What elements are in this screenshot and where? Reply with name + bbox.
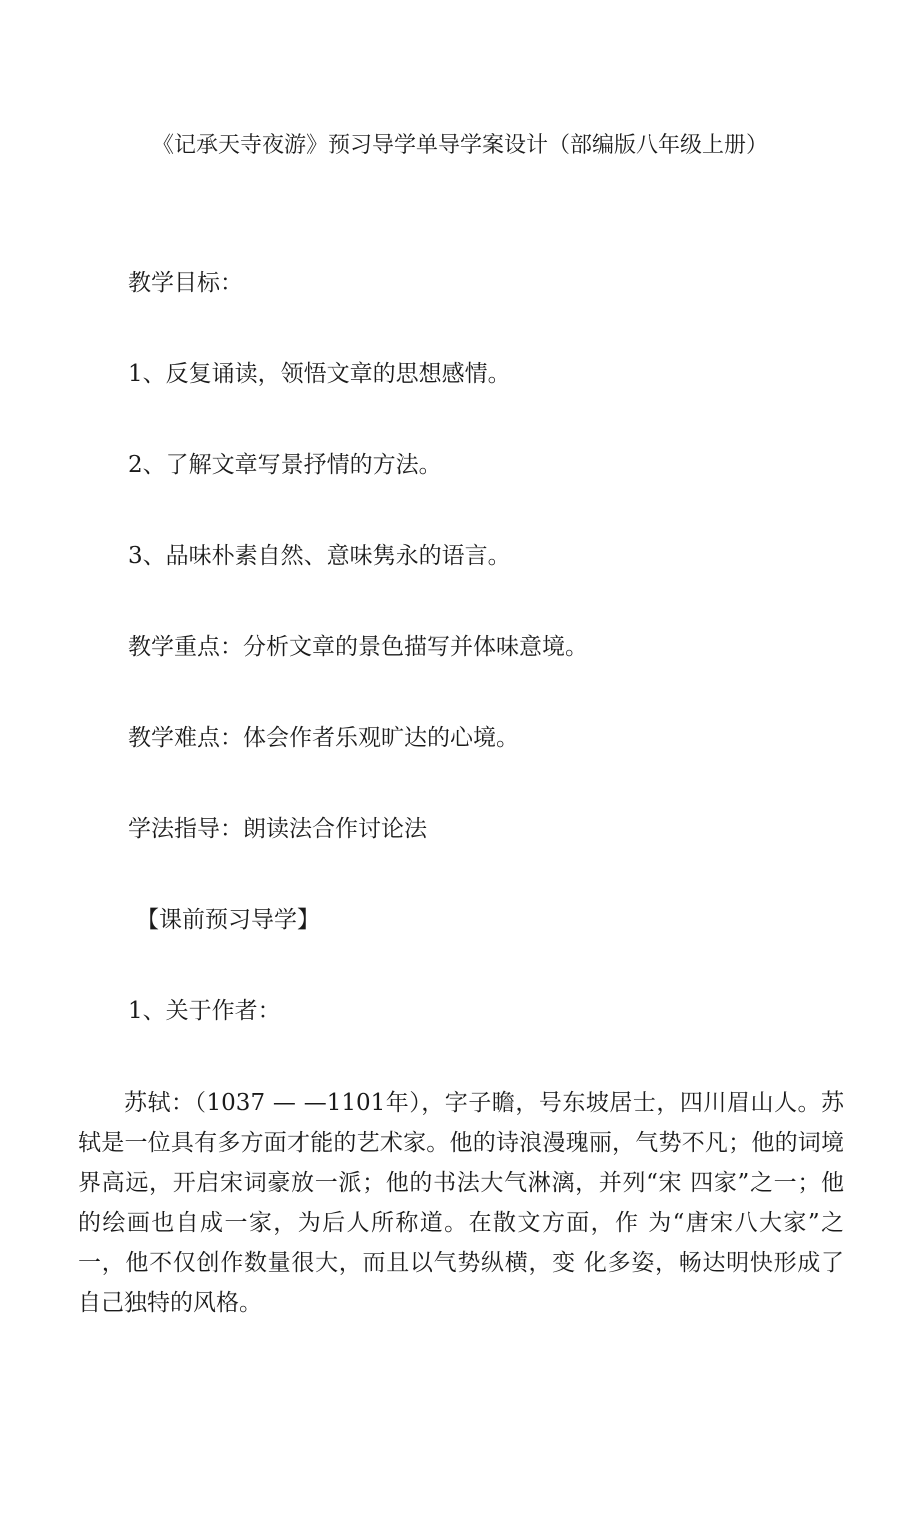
author-paragraph: 苏轼：（1037 — —1101年），字子瞻，号东坡居士，四川眉山人。苏轼是一位具有多方面才能的艺术家。他的诗浪漫瑰丽，气势不凡；他的词境界高远，开启宋词豪放一派；他的书法大气淋漓，并列“宋 四家”之一；他的绘画也自成一家，为后人所称道。在散文方面，作 为“唐宋八大家”之一，他不仅创作数量很大，而且以气势纵横，变 化多姿，畅达明快形成了自己独特的风格。 xyxy=(78,1090,844,1316)
key-point: 教学重点：分析文章的景色描写并体味意境。 xyxy=(128,634,588,660)
difficulty: 教学难点：体会作者乐观旷达的心境。 xyxy=(128,725,519,751)
author-heading: 1、关于作者： xyxy=(128,998,281,1024)
objective-item-1: 1、反复诵读，领悟文章的思想感情。 xyxy=(128,361,511,387)
objective-item-2: 2、了解文章写景抒情的方法。 xyxy=(128,452,442,478)
preview-section-heading: 【课前预习导学】 xyxy=(136,907,320,933)
objectives-heading: 教学目标： xyxy=(128,270,243,296)
objective-item-3: 3、品味朴素自然、意味隽永的语言。 xyxy=(128,543,511,569)
document-title: 《记承天寺夜游》预习导学单导学案设计（部编版八年级上册） xyxy=(151,133,768,158)
learning-method: 学法指导：朗读法合作讨论法 xyxy=(128,816,427,842)
